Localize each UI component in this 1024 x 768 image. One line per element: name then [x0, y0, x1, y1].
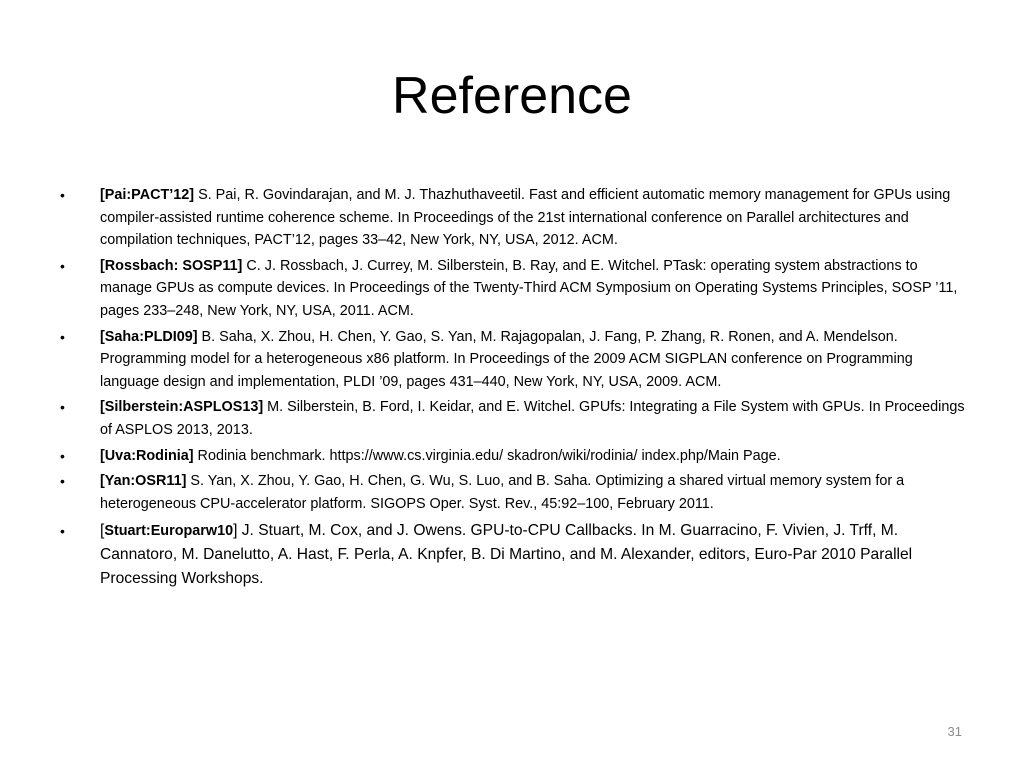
reference-key: [Uva:Rodinia]	[100, 447, 194, 464]
reference-item-pai-pact12	[60, 184, 972, 252]
reference-text: B. Saha, X. Zhou, H. Chen, Y. Gao, S. Yan, M. Rajagopalan, J. Fang, P. Zhang, R. Ronen, and A. Mendelson. Programming model for a heterogeneous x86 platform. In Proceedings of the 2009 ACM SIGPLAN conference on Programming language design and implementation, PLDI ’09, pages 431–440, New York, NY, USA, 2009. ACM.	[100, 328, 913, 390]
reference-text: Rodinia benchmark. https://www.cs.virginia.edu/ skadron/wiki/rodinia/ index.php/Main Page.	[193, 447, 781, 464]
page-number: 31	[947, 724, 962, 739]
reference-item-rossbach-sosp11	[60, 255, 972, 323]
reference-key: [Pai:PACT’12]	[100, 187, 195, 203]
reference-item-uva-rodinia	[60, 445, 972, 468]
reference-text: ] J. Stuart, M. Cox, and J. Owens. GPU-to-CPU Callbacks. In M. Guarracino, F. Vivien, J. Trff, M. Cannatoro, M. Danelutto, A. Hast, F. Perla, A. Knpfer, B. Di Martino, and M. Alexander, editors, Euro-Par 2010 Parallel Processing Workshops.	[100, 522, 913, 588]
reference-text: S. Yan, X. Zhou, Y. Gao, H. Chen, G. Wu, S. Luo, and B. Saha. Optimizing a shared virtual memory system for a heterogeneous CPU-accelerator platform. SIGOPS Oper. Syst. Rev., 45:92–100, February 2011.	[100, 473, 905, 512]
slide-title: Reference	[392, 67, 632, 125]
bullet: •	[60, 473, 65, 490]
reference-key: Stuart:Europarw10	[104, 523, 234, 540]
reference-item-silberstein-asplos13	[60, 396, 972, 441]
reference-item-stuart-europarw10	[60, 519, 972, 591]
reference-key: [Rossbach: SOSP11]	[100, 257, 243, 274]
bullet: •	[60, 187, 65, 203]
reference-key: [Saha:PLDI09]	[100, 328, 198, 345]
bullet: •	[60, 399, 65, 416]
reference-list	[60, 184, 972, 594]
bullet: •	[60, 447, 65, 464]
reference-key: [Yan:OSR11]	[100, 473, 187, 490]
reference-text: S. Pai, R. Govindarajan, and M. J. Thazhuthaveetil. Fast and efficient automatic memory management for GPUs using compiler-assisted runtime coherence scheme. In Proceedings of the 21st international conference on Parallel architectures and compilation techniques, PACT’12, pages 33–42, New York, NY, USA, 2012. ACM.	[100, 187, 951, 249]
bullet: •	[60, 328, 65, 345]
reference-key-prefix: [	[100, 522, 105, 540]
reference-text: M. Silberstein, B. Ford, I. Keidar, and E. Witchel. GPUfs: Integrating a File System with GPUs. In Proceedings of ASPLOS 2013, 2013.	[100, 399, 965, 438]
bullet: •	[60, 523, 65, 540]
reference-item-saha-pldi09	[60, 326, 972, 394]
bullet: •	[60, 257, 65, 274]
reference-key: [Silberstein:ASPLOS13]	[100, 399, 264, 416]
reference-item-yan-osr11	[60, 470, 972, 515]
reference-text: C. J. Rossbach, J. Currey, M. Silberstein, B. Ray, and E. Witchel. PTask: operating system abstractions to manage GPUs as compute devices. In Proceedings of the Twenty-Third ACM Symposium on Operating Systems Principles, SOSP ’11, pages 233–248, New York, NY, USA, 2011. ACM.	[100, 257, 958, 319]
